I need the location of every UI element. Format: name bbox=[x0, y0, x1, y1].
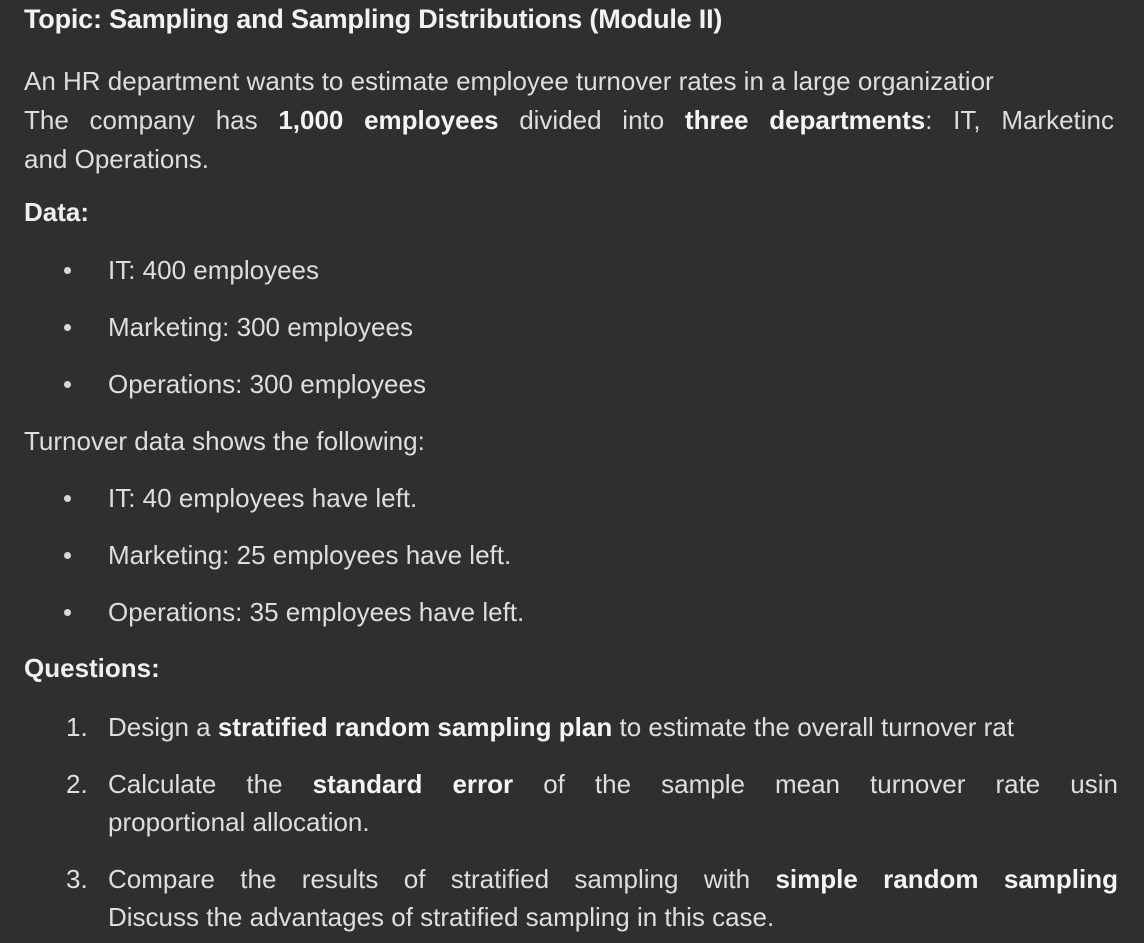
intro-line-2 bbox=[24, 101, 1114, 140]
bullet-dot bbox=[64, 267, 71, 274]
question-number: 3. bbox=[66, 864, 88, 894]
question-text-part: to estimate the overall turnover rat bbox=[612, 712, 1014, 742]
intro-line-1: An HR department wants to estimate employee turnover rates in a large organizatior bbox=[24, 66, 994, 96]
question-text-part: Discuss the advantages of stratified sampling in this case. bbox=[108, 902, 775, 932]
question-text-part: Calculate the bbox=[108, 769, 313, 799]
intro-bold-departments: three departments bbox=[684, 105, 926, 135]
list-item-text: Operations: 300 employees bbox=[108, 369, 426, 399]
document-page bbox=[24, 0, 1119, 943]
list-item-text: IT: 400 employees bbox=[108, 255, 320, 285]
bullet-dot bbox=[64, 324, 71, 331]
question-number: 1. bbox=[66, 712, 88, 742]
list-item-text: Marketing: 300 employees bbox=[108, 312, 413, 342]
bullet-dot bbox=[64, 495, 71, 502]
question-number: 2. bbox=[66, 769, 88, 799]
intro-text: divided into bbox=[498, 105, 685, 135]
intro-line-3: and Operations. bbox=[24, 144, 210, 174]
list-item-text: Operations: 35 employees have left. bbox=[108, 597, 525, 627]
question-text-part: Design a bbox=[108, 712, 218, 742]
bullet-dot bbox=[64, 381, 71, 388]
bullet-dot bbox=[64, 552, 71, 559]
list-item-text: Marketing: 25 employees have left. bbox=[108, 540, 512, 570]
question-item bbox=[24, 765, 1144, 860]
intro-bold-employees: 1,000 employees bbox=[278, 105, 499, 135]
question-text-part: Compare the results of stratified sampling with bbox=[108, 864, 776, 894]
question-item bbox=[24, 860, 1144, 936]
question-text-part: proportional allocation. bbox=[108, 807, 370, 837]
question-text bbox=[108, 708, 1144, 746]
intro-paragraph bbox=[24, 62, 1124, 179]
question-bold-term: standard error bbox=[312, 769, 514, 799]
questions-list bbox=[24, 708, 1144, 936]
list-item-text: IT: 40 employees have left. bbox=[108, 483, 418, 513]
questions-heading: Questions: bbox=[24, 653, 160, 683]
turnover-intro: Turnover data shows the following: bbox=[24, 426, 425, 456]
question-item bbox=[24, 708, 1144, 765]
question-text bbox=[108, 765, 1144, 841]
question-text-part: of the sample mean turnover rate usin bbox=[513, 769, 1119, 799]
topic-title: Topic: Sampling and Sampling Distributions (Module II) bbox=[24, 4, 723, 34]
question-bold-term: stratified random sampling plan bbox=[217, 712, 613, 742]
question-text bbox=[108, 860, 1144, 936]
bullet-dot bbox=[64, 609, 71, 616]
intro-text: : IT, Marketinc bbox=[925, 105, 1115, 135]
intro-text: The company has bbox=[24, 105, 279, 135]
data-heading: Data: bbox=[24, 197, 90, 227]
question-bold-term: simple random sampling bbox=[775, 864, 1119, 894]
